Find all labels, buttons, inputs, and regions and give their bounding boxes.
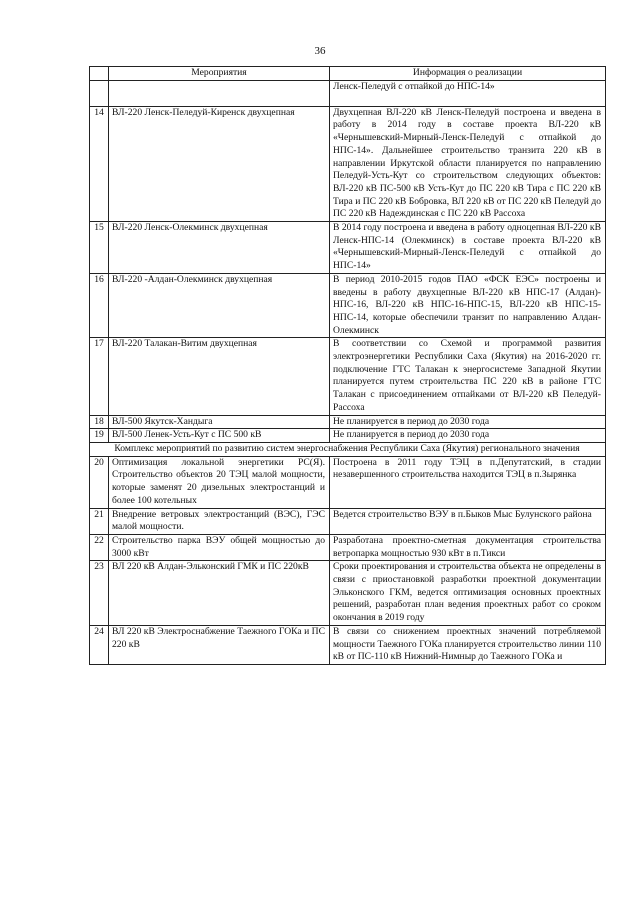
table-row	[90, 106, 606, 221]
row-activity: ВЛ 220 кВ Алдан-Эльконский ГМК и ПС 220кВ	[109, 561, 330, 626]
row-activity	[109, 80, 330, 106]
row-number: 21	[90, 508, 109, 534]
row-info: Ленск-Пеледуй с отпайкой до НПС-14»	[330, 80, 606, 106]
row-info: В 2014 году построена и введена в работу одноцепная ВЛ-220 кВ Ленск-НПС-14 (Олекминск) в составе проекта ВЛ-220 кВ «Чернышевский-Мирный-Ленск-Пеледуй с отпайкой до НПС-14»	[330, 222, 606, 274]
row-number: 14	[90, 106, 109, 221]
row-info: Не планируется в период до 2030 года	[330, 415, 606, 429]
row-number: 20	[90, 456, 109, 508]
row-activity: Строительство парка ВЭУ общей мощностью до 3000 кВт	[109, 534, 330, 560]
table-row	[90, 222, 606, 274]
row-info: Построена в 2011 году ТЭЦ в п.Депутатский, в стадии незавершенного строительства находится ТЭЦ в п.Зырянка	[330, 456, 606, 508]
row-activity: ВЛ-500 Ленек-Усть-Кут с ПС 500 кВ	[109, 429, 330, 443]
header-number	[90, 67, 109, 81]
row-info: Разработана проектно-сметная документация строительства ветропарка мощностью 930 кВт в п.Тикси	[330, 534, 606, 560]
row-activity: Оптимизация локальной энергетики РС(Я). Строительство объектов 20 ТЭЦ малой мощности, которые заменят 20 дизельных электростанций и более 100 котельных	[109, 456, 330, 508]
table-row	[90, 561, 606, 626]
row-info: Двухцепная ВЛ-220 кВ Ленск-Пеледуй построена и введена в работу в 2014 году в составе проекта ВЛ-220 кВ «Чернышевский-Мирный-Ленск-Пеледуй с отпайкой до НПС-14». Дальнейшее строительство транзита 220 кВ в направлении Иркутской области планируется по направлению Пеледуй-Усть-Кут со строительством следующих объектов: ВЛ-220 кВ ПС-500 кВ Усть-Кут до ПС 220 кВ Тира с ПС 220 кВ Тира и ПС 220 кВ Бобровка, ВЛ 220 кВ от ПС 220 кВ Пеледуй до ПС 220 кВ Надеждинская с ПС 220 кВ Рассоха	[330, 106, 606, 221]
row-number	[90, 80, 109, 106]
row-activity: Внедрение ветровых электростанций (ВЭС), ГЭС малой мощности.	[109, 508, 330, 534]
table-row	[90, 429, 606, 443]
row-activity: ВЛ-220 -Алдан-Олекминск двухцепная	[109, 273, 330, 338]
header-activities: Мероприятия	[109, 67, 330, 81]
table-row	[90, 415, 606, 429]
table-header-row	[90, 67, 606, 81]
table-row	[90, 508, 606, 534]
row-activity: ВЛ-220 Ленск-Пеледуй-Киренск двухцепная	[109, 106, 330, 221]
row-info: Не планируется в период до 2030 года	[330, 429, 606, 443]
section-title: Комплекс мероприятий по развитию систем энергоснабжения Республики Саха (Якутия) регионального значения	[90, 442, 606, 456]
table-row	[90, 338, 606, 415]
row-number: 19	[90, 429, 109, 443]
row-info: Сроки проектирования и строительства объекта не определены в связи с приостановкой разработки проектной документации Эльконского ГКМ, ведется оптимизация основных проектных решений, разработан план ведения проектных работ со сроком окончания в 2019 году	[330, 561, 606, 626]
row-number: 24	[90, 625, 109, 664]
table-row	[90, 456, 606, 508]
row-info: В связи со снижением проектных значений потребляемой мощности Таежного ГОКа планируется строительство линии 110 кВ от ПС-110 кВ Нижний-Нимныр до Таежного ГОКа и	[330, 625, 606, 664]
row-info: В период 2010-2015 годов ПАО «ФСК ЕЭС» построены и введены в работу двухцепные ВЛ-220 кВ НПС-17 (Алдан)-НПС-16, ВЛ-220 кВ НПС-16-НПС-15, ВЛ-220 кВ НПС-15-НПС-14, которые обеспечили транзит по направлению Алдан-Олекминск	[330, 273, 606, 338]
activities-table	[89, 66, 606, 665]
table-row	[90, 273, 606, 338]
row-activity: ВЛ-220 Ленск-Олекминск двухцепная	[109, 222, 330, 274]
row-number: 22	[90, 534, 109, 560]
header-implementation-info: Информация о реализации	[330, 67, 606, 81]
row-activity: ВЛ 220 кВ Электроснабжение Таежного ГОКа и ПС 220 кВ	[109, 625, 330, 664]
row-activity: ВЛ-500 Якутск-Хандыга	[109, 415, 330, 429]
row-number: 18	[90, 415, 109, 429]
row-info: В соответствии со Схемой и программой развития электроэнергетики Республики Саха (Якутия) на 2016-2020 гг. подключение ГТС Талакан к энергосистеме Западной Якутии планируется путем строительства ПС 220 кВ в районе ГТС Талакан с присоединением отпайками от ВЛ-220 кВ Пеледуй-Рассоха	[330, 338, 606, 415]
table-row	[90, 625, 606, 664]
table-row-continuation	[90, 80, 606, 106]
row-number: 15	[90, 222, 109, 274]
row-number: 17	[90, 338, 109, 415]
table-row	[90, 534, 606, 560]
page-number: 36	[314, 45, 326, 57]
row-info: Ведется строительство ВЭУ в п.Быков Мыс Булунского района	[330, 508, 606, 534]
row-number: 23	[90, 561, 109, 626]
section-row	[90, 442, 606, 456]
row-activity: ВЛ-220 Талакан-Витим двухцепная	[109, 338, 330, 415]
row-number: 16	[90, 273, 109, 338]
